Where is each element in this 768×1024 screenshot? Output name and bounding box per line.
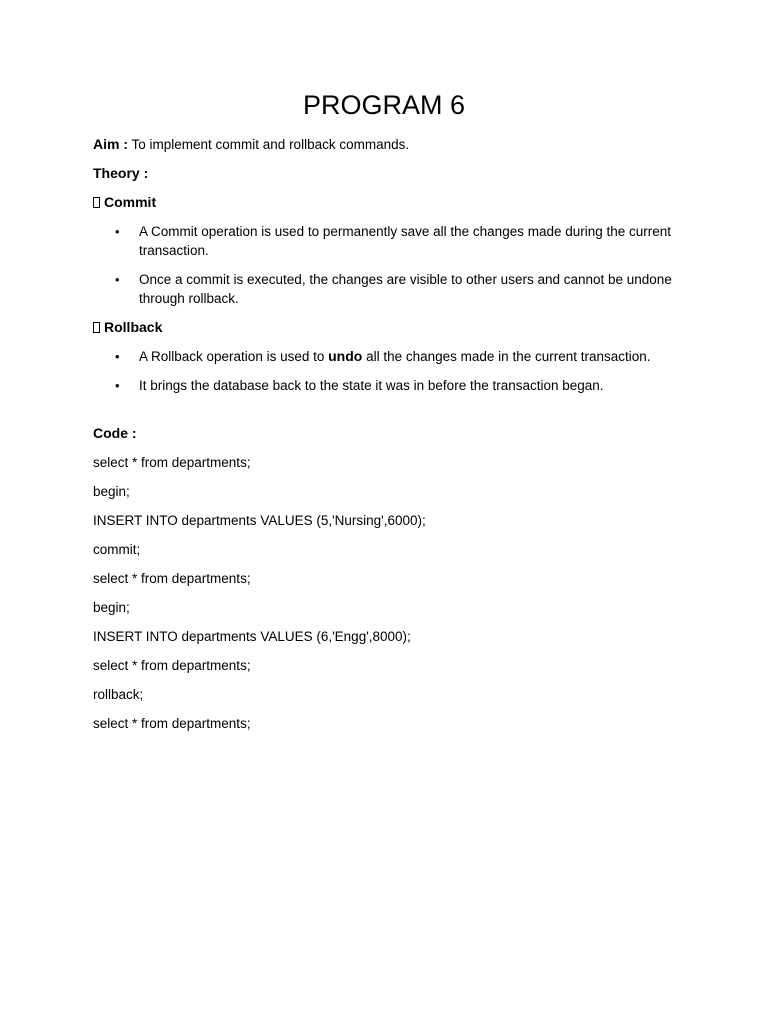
aim-line <box>93 135 693 154</box>
section-spacer <box>93 405 693 424</box>
code-line: commit; <box>93 542 141 557</box>
list-item <box>93 222 693 260</box>
code-block <box>93 453 693 733</box>
code-heading: Code : <box>93 425 137 441</box>
list-item <box>93 347 693 366</box>
commit-heading-text: Commit <box>104 194 157 210</box>
rollback-bullet-list <box>93 347 693 395</box>
code-line: select * from departments; <box>93 658 251 673</box>
rollback-bullet-text-before: A Rollback operation is used to <box>139 349 329 364</box>
code-line: select * from departments; <box>93 455 251 470</box>
list-item <box>93 270 693 308</box>
page-title: PROGRAM 6 <box>302 90 466 120</box>
bullet-icon: • <box>115 378 120 393</box>
list-item <box>93 376 693 395</box>
rollback-bullet-bold: undo <box>328 348 363 364</box>
commit-heading <box>93 193 693 212</box>
rollback-heading <box>93 318 693 337</box>
code-line: select * from departments; <box>93 571 251 586</box>
commit-bullet-text: A Commit operation is used to permanently save all the changes made during the current transaction. <box>139 224 672 258</box>
missing-glyph-icon <box>93 322 100 333</box>
commit-bullet-list <box>93 222 693 308</box>
rollback-heading-text: Rollback <box>104 319 163 335</box>
aim-label: Aim : <box>93 136 128 152</box>
aim-text: To implement commit and rollback commands. <box>128 137 410 152</box>
missing-glyph-icon <box>93 197 100 208</box>
document-body <box>93 135 693 743</box>
bullet-icon: • <box>115 272 120 287</box>
code-line: select * from departments; <box>93 716 251 731</box>
bullet-icon: • <box>115 349 120 364</box>
commit-bullet-text: Once a commit is executed, the changes are visible to other users and cannot be undone through rollback. <box>139 272 672 306</box>
rollback-bullet-text: It brings the database back to the state it was in before the transaction began. <box>139 378 604 393</box>
theory-heading: Theory : <box>93 165 149 181</box>
code-line: begin; <box>93 484 130 499</box>
code-line: INSERT INTO departments VALUES (6,'Engg',8000); <box>93 629 411 644</box>
rollback-bullet-text-after: all the changes made in the current transaction. <box>362 349 651 364</box>
bullet-icon: • <box>115 224 120 239</box>
code-line: begin; <box>93 600 130 615</box>
code-line: rollback; <box>93 687 144 702</box>
code-line: INSERT INTO departments VALUES (5,'Nursing',6000); <box>93 513 426 528</box>
